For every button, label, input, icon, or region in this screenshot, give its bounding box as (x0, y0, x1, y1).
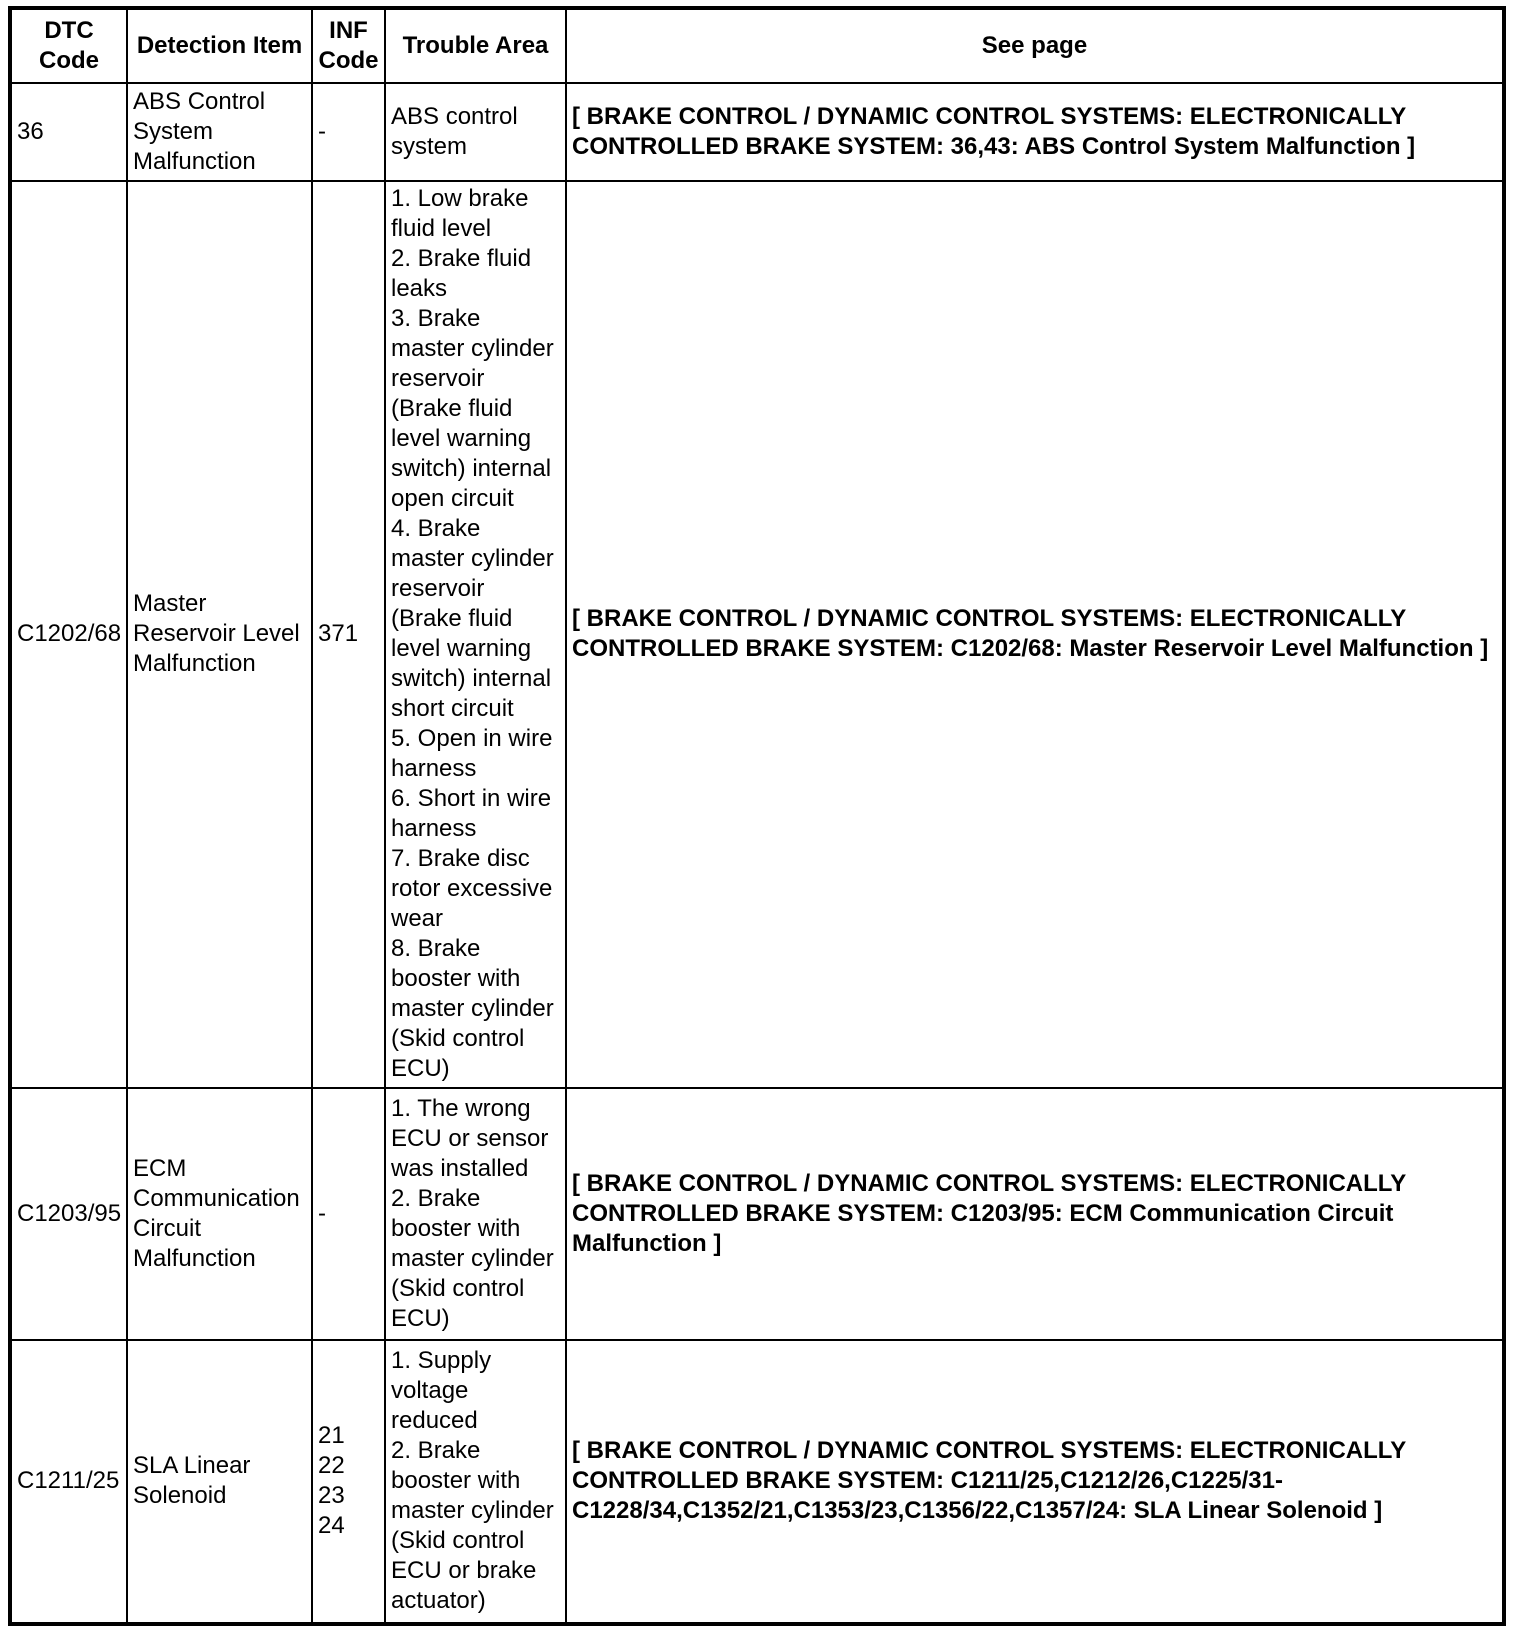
dtc-code-cell: 36 (10, 83, 127, 181)
inf-code-cell: 21 22 23 24 (312, 1340, 385, 1624)
detection-item-cell: Master Reservoir Level Malfunction (127, 181, 312, 1088)
header-trouble-area: Trouble Area (385, 8, 566, 83)
header-dtc-code: DTC Code (10, 8, 127, 83)
table-row (10, 83, 1504, 181)
inf-code-cell: 371 (312, 181, 385, 1088)
table-row (10, 1340, 1504, 1624)
see-page-link[interactable]: [ BRAKE CONTROL / DYNAMIC CONTROL SYSTEMS: ELECTRONICALLY CONTROLLED BRAKE SYSTEM: C1211/25,C1212/26,C1225/31-C1228/34,C1352/21,C1353/23,C1356/22,C1357/24: SLA Linear Solenoid ] (566, 1340, 1504, 1624)
header-detection-item: Detection Item (127, 8, 312, 83)
see-page-link[interactable]: [ BRAKE CONTROL / DYNAMIC CONTROL SYSTEMS: ELECTRONICALLY CONTROLLED BRAKE SYSTEM: C1203/95: ECM Communication Circuit Malfunction ] (566, 1088, 1504, 1340)
see-page-link[interactable]: [ BRAKE CONTROL / DYNAMIC CONTROL SYSTEMS: ELECTRONICALLY CONTROLLED BRAKE SYSTEM: 36,43: ABS Control System Malfunction ] (566, 83, 1504, 181)
trouble-area-cell: 1. The wrong ECU or sensor was installed 2. Brake booster with master cylinder (Skid control ECU) (385, 1088, 566, 1340)
header-row (10, 8, 1504, 83)
detection-item-cell: ECM Communication Circuit Malfunction (127, 1088, 312, 1340)
inf-code-cell: - (312, 83, 385, 181)
trouble-area-cell: ABS control system (385, 83, 566, 181)
detection-item-cell: ABS Control System Malfunction (127, 83, 312, 181)
see-page-link[interactable]: [ BRAKE CONTROL / DYNAMIC CONTROL SYSTEMS: ELECTRONICALLY CONTROLLED BRAKE SYSTEM: C1202/68: Master Reservoir Level Malfunction ] (566, 181, 1504, 1088)
table-row (10, 181, 1504, 1088)
trouble-area-cell: 1. Supply voltage reduced 2. Brake booster with master cylinder (Skid control ECU or brake actuator) (385, 1340, 566, 1624)
dtc-table (8, 6, 1506, 1626)
table-row (10, 1088, 1504, 1340)
header-inf-code: INF Code (312, 8, 385, 83)
detection-item-cell: SLA Linear Solenoid (127, 1340, 312, 1624)
dtc-code-cell: C1202/68 (10, 181, 127, 1088)
dtc-code-cell: C1203/95 (10, 1088, 127, 1340)
inf-code-cell: - (312, 1088, 385, 1340)
dtc-code-cell: C1211/25 (10, 1340, 127, 1624)
trouble-area-cell: 1. Low brake fluid level 2. Brake fluid leaks 3. Brake master cylinder reservoir (Brake fluid level warning switch) internal open circuit 4. Brake master cylinder reservoir (Brake fluid level warning switch) internal short circuit 5. Open in wire harness 6. Short in wire harness 7. Brake disc rotor excessive wear 8. Brake booster with master cylinder (Skid control ECU) (385, 181, 566, 1088)
header-see-page: See page (566, 8, 1504, 83)
